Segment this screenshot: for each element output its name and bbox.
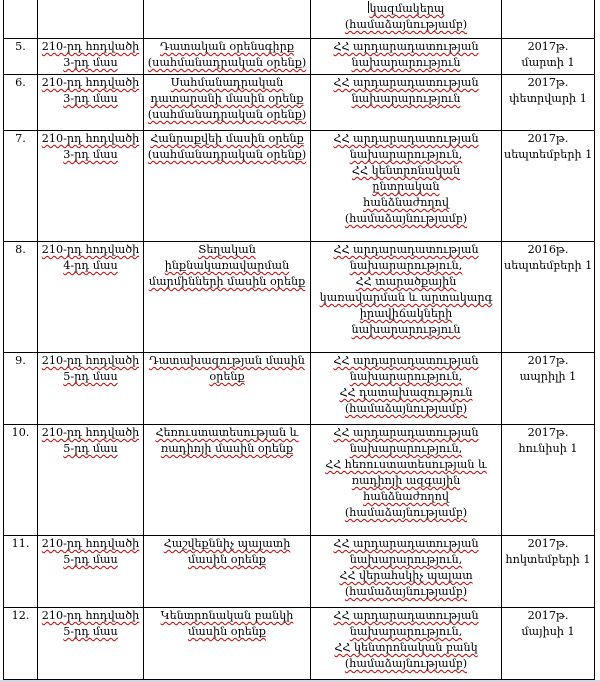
cell-responsible-body-line: նախարարություն, xyxy=(349,553,463,566)
cell-article-reference[interactable] xyxy=(38,39,144,75)
cell-article-reference-line: 3-րդ մաս xyxy=(63,56,118,69)
cell-deadline[interactable] xyxy=(502,242,595,353)
cell-deadline-line: 2017թ. xyxy=(527,40,569,53)
cell-responsible-body-line: ՀՀ արդարադատության xyxy=(333,426,479,439)
cell-law-title-line: Սահմանադրական xyxy=(170,76,284,89)
cell-article-reference-line: 210-րդ հոդվածի xyxy=(41,354,140,367)
cell-number-text: 11. xyxy=(11,537,30,550)
cell-law-title-line: (սահմանադրական օրենք) xyxy=(147,148,307,161)
cell-responsible-body-line: ՀՀ արդարադատության xyxy=(333,76,479,89)
cell-article-reference[interactable] xyxy=(38,242,144,353)
cell-deadline-line: մայիսի 1 xyxy=(521,625,575,638)
cell-law-title-line: Հաշվեքննիչ պալատի xyxy=(163,537,291,550)
cell-article-reference-line: 5-րդ մաս xyxy=(63,553,118,566)
cell-number[interactable] xyxy=(4,75,38,131)
cell-responsible-body-line: ՀՀ արդարադատության xyxy=(333,609,479,622)
cell-deadline[interactable] xyxy=(502,425,595,536)
cell-responsible-body-line: ՀՀ հեռուստատեսության և xyxy=(325,458,487,471)
table-row xyxy=(4,353,595,425)
cell-article-reference-line: 3-րդ մաս xyxy=(63,92,118,105)
cell-responsible-body-line: իրավիճակների xyxy=(359,307,453,320)
cell-responsible-body-line: ՀՀ արդարադատության xyxy=(333,132,479,145)
cell-article-reference-line: 210-րդ հոդվածի xyxy=(41,132,140,145)
cell-responsible-body-line: (համաձայնությամբ) xyxy=(344,212,468,225)
cell-responsible-body[interactable] xyxy=(311,242,502,353)
cell-empty xyxy=(38,0,144,39)
cell-responsible-body-line: ՀՀ վերահսկիչ պալատ xyxy=(339,569,473,582)
schedule-table xyxy=(3,0,595,680)
cell-deadline-line: 2017թ. xyxy=(527,132,569,145)
cell-deadline-line: 2017թ. xyxy=(527,609,569,622)
cell-responsible-body-line: հանձնաժողով xyxy=(363,490,449,503)
cell-number[interactable] xyxy=(4,353,38,425)
cell-responsible-body-line: ՀՀ կենտրոնական xyxy=(351,164,461,177)
cell-empty xyxy=(502,0,595,39)
cell-deadline[interactable] xyxy=(502,75,595,131)
cell-deadline-line: 2017թ. xyxy=(527,76,569,89)
cell-article-reference[interactable] xyxy=(38,608,144,680)
cell-empty xyxy=(144,0,311,39)
table-row xyxy=(4,242,595,353)
cell-deadline-line: 2017թ. xyxy=(527,426,569,439)
cell-law-title[interactable] xyxy=(144,353,311,425)
cell-number-text: 8. xyxy=(15,243,26,256)
cell-law-title-line: մասին օրենք xyxy=(187,553,267,566)
cell-law-title-line: Հեռուստատեսության և xyxy=(155,426,299,439)
cell-responsible-body-line: ՀՀ դատախազություն xyxy=(339,386,473,399)
cell-article-reference[interactable] xyxy=(38,353,144,425)
cell-article-reference-line: 210-րդ հոդվածի xyxy=(41,609,140,622)
cell-number[interactable] xyxy=(4,39,38,75)
cell-law-title-line: ռադիոյի մասին օրենք xyxy=(160,442,294,455)
cell-number-text: 10. xyxy=(11,426,30,439)
cell-law-title[interactable] xyxy=(144,131,311,242)
cell-article-reference-line: 210-րդ հոդվածի xyxy=(41,76,140,89)
cell-number[interactable] xyxy=(4,131,38,242)
cell-responsible-body-line: ռադիոյի ազգային xyxy=(351,474,461,487)
cell-deadline[interactable] xyxy=(502,131,595,242)
cell-law-title[interactable] xyxy=(144,39,311,75)
cell-number-text: 6. xyxy=(15,76,26,89)
cell-responsible-body[interactable] xyxy=(311,75,502,131)
cell-number[interactable] xyxy=(4,608,38,680)
cell-responsible-body-line: նախարարություն, xyxy=(349,370,463,383)
cell-responsible-body-line: (համաձայնությամբ) xyxy=(344,585,468,598)
cell-law-title-line: օրենք xyxy=(209,370,245,383)
cell-deadline-line: փետրվարի 1 xyxy=(509,92,587,105)
cell-article-reference-line: 210-րդ հոդվածի xyxy=(41,40,140,53)
cell-responsible-body-line: ՀՀ կենտրոնական բանկ xyxy=(334,641,478,654)
cell-responsible-body[interactable] xyxy=(311,608,502,680)
cell-deadline[interactable] xyxy=(502,39,595,75)
cell-responsible-body[interactable] xyxy=(311,39,502,75)
cell-responsible-body-line: նախարարություն, xyxy=(349,148,463,161)
cell-deadline-line: մարտի 1 xyxy=(521,56,575,69)
table-row xyxy=(4,39,595,75)
cell-article-reference-line: 5-րդ մաս xyxy=(63,442,118,455)
table-row-continuation xyxy=(4,0,595,39)
cell-law-title-line: Դատական օրենսգիրք xyxy=(160,40,294,53)
continuation-line: (համաձայնությամբ) xyxy=(344,18,468,31)
cell-article-reference-line: 210-րդ հոդվածի xyxy=(41,537,140,550)
table-row xyxy=(4,608,595,680)
continuation-line: կազմակերպ xyxy=(369,2,445,15)
cell-responsible-body-line: նախարարություն, xyxy=(349,625,463,638)
cell-number[interactable] xyxy=(4,242,38,353)
cell-responsible-body-line: հանձնաժողով xyxy=(363,196,449,209)
cell-law-title-line: ինքնակառավարման xyxy=(164,259,290,272)
cell-responsible-body-line: ՀՀ արդարադատության xyxy=(333,243,479,256)
table-row xyxy=(4,75,595,131)
cell-law-title-line: (սահմանադրական օրենք) xyxy=(147,108,307,121)
cell-responsible-body[interactable] xyxy=(311,536,502,608)
cell-article-reference[interactable] xyxy=(38,536,144,608)
cell-responsible-body[interactable] xyxy=(311,0,502,39)
cell-responsible-body-line: ՀՀ արդարադատության xyxy=(333,40,479,53)
cell-deadline-line: հունիսի 1 xyxy=(518,442,578,455)
cell-empty xyxy=(4,0,38,39)
cell-number[interactable] xyxy=(4,536,38,608)
cell-article-reference[interactable] xyxy=(38,425,144,536)
cell-deadline-line: 2016թ. xyxy=(527,243,569,256)
cell-number[interactable] xyxy=(4,425,38,536)
cell-number-text: 12. xyxy=(11,609,30,622)
cell-law-title-line: Հանրաքվեի մասին օրենք xyxy=(150,132,304,145)
cell-number-text: 5. xyxy=(15,40,26,53)
cell-deadline-line: սեպտեմբերի 1 xyxy=(504,148,593,161)
cell-law-title[interactable] xyxy=(144,75,311,131)
cell-article-reference-line: 210-րդ հոդվածի xyxy=(41,243,140,256)
cell-article-reference-line: 5-րդ մաս xyxy=(63,625,118,638)
cell-law-title[interactable] xyxy=(144,536,311,608)
cell-law-title-line: Տեղական xyxy=(198,243,256,256)
cell-responsible-body-line: կառավարման և արտակարգ xyxy=(319,291,493,304)
cell-number-text: 9. xyxy=(15,354,26,367)
cell-deadline[interactable] xyxy=(502,608,595,680)
cell-responsible-body-line: նախարարություն, xyxy=(349,442,463,455)
cell-responsible-body[interactable] xyxy=(311,425,502,536)
cell-responsible-body-line: նախարարություն, xyxy=(349,259,463,272)
table-row xyxy=(4,536,595,608)
cell-deadline[interactable] xyxy=(502,353,595,425)
cell-responsible-body[interactable] xyxy=(311,131,502,242)
text-cursor xyxy=(368,1,369,13)
cell-article-reference-line: 5-րդ մաս xyxy=(63,370,118,383)
cell-law-title[interactable] xyxy=(144,242,311,353)
cell-article-reference-line: 210-րդ հոդվածի xyxy=(41,426,140,439)
cell-law-title[interactable] xyxy=(144,425,311,536)
table-row xyxy=(4,425,595,536)
cell-responsible-body-line: (համաձայնությամբ) xyxy=(344,506,468,519)
cell-law-title-line: մարմինների մասին օրենք xyxy=(148,275,306,288)
cell-deadline[interactable] xyxy=(502,536,595,608)
cell-responsible-body-line: ՀՀ արդարադատության xyxy=(333,537,479,550)
cell-article-reference[interactable] xyxy=(38,131,144,242)
cell-responsible-body-line: (համաձայնությամբ) xyxy=(344,657,468,670)
cell-responsible-body-line: նախարարություն xyxy=(351,56,461,69)
cell-responsible-body-line: ՀՀ տարածքային xyxy=(355,275,457,288)
cell-law-title-line: (սահմանադրական օրենք) xyxy=(147,56,307,69)
cell-deadline-line: 2017թ. xyxy=(527,354,569,367)
cell-article-reference-line: 3-րդ մաս xyxy=(63,148,118,161)
cell-law-title-line: Դատախազության մասին xyxy=(149,354,305,367)
cell-deadline-line: ապրիլի 1 xyxy=(519,370,577,383)
cell-responsible-body-line: (համաձայնությամբ) xyxy=(344,402,468,415)
cell-responsible-body-line: ընտրական xyxy=(372,180,440,193)
cell-responsible-body-line: ՀՀ արդարադատության xyxy=(333,354,479,367)
cell-responsible-body[interactable] xyxy=(311,353,502,425)
cell-law-title[interactable] xyxy=(144,608,311,680)
cell-law-title-line: Կենտրոնական բանկի xyxy=(160,609,294,622)
cell-article-reference[interactable] xyxy=(38,75,144,131)
cell-deadline-line: 2017թ. xyxy=(527,537,569,550)
cell-deadline-line: սեպտեմբերի 1 xyxy=(504,259,593,272)
cell-article-reference-line: 4-րդ մաս xyxy=(63,259,118,272)
cell-law-title-line: մասին օրենք xyxy=(187,625,267,638)
cell-responsible-body-line: նախարարություն xyxy=(351,92,461,105)
table-row xyxy=(4,131,595,242)
cell-deadline-line: հոկտեմբերի 1 xyxy=(505,553,591,566)
cell-responsible-body-line: նախարարություն xyxy=(351,323,461,336)
cell-law-title-line: դատարանի մասին օրենք xyxy=(150,92,304,105)
cell-number-text: 7. xyxy=(15,132,26,145)
